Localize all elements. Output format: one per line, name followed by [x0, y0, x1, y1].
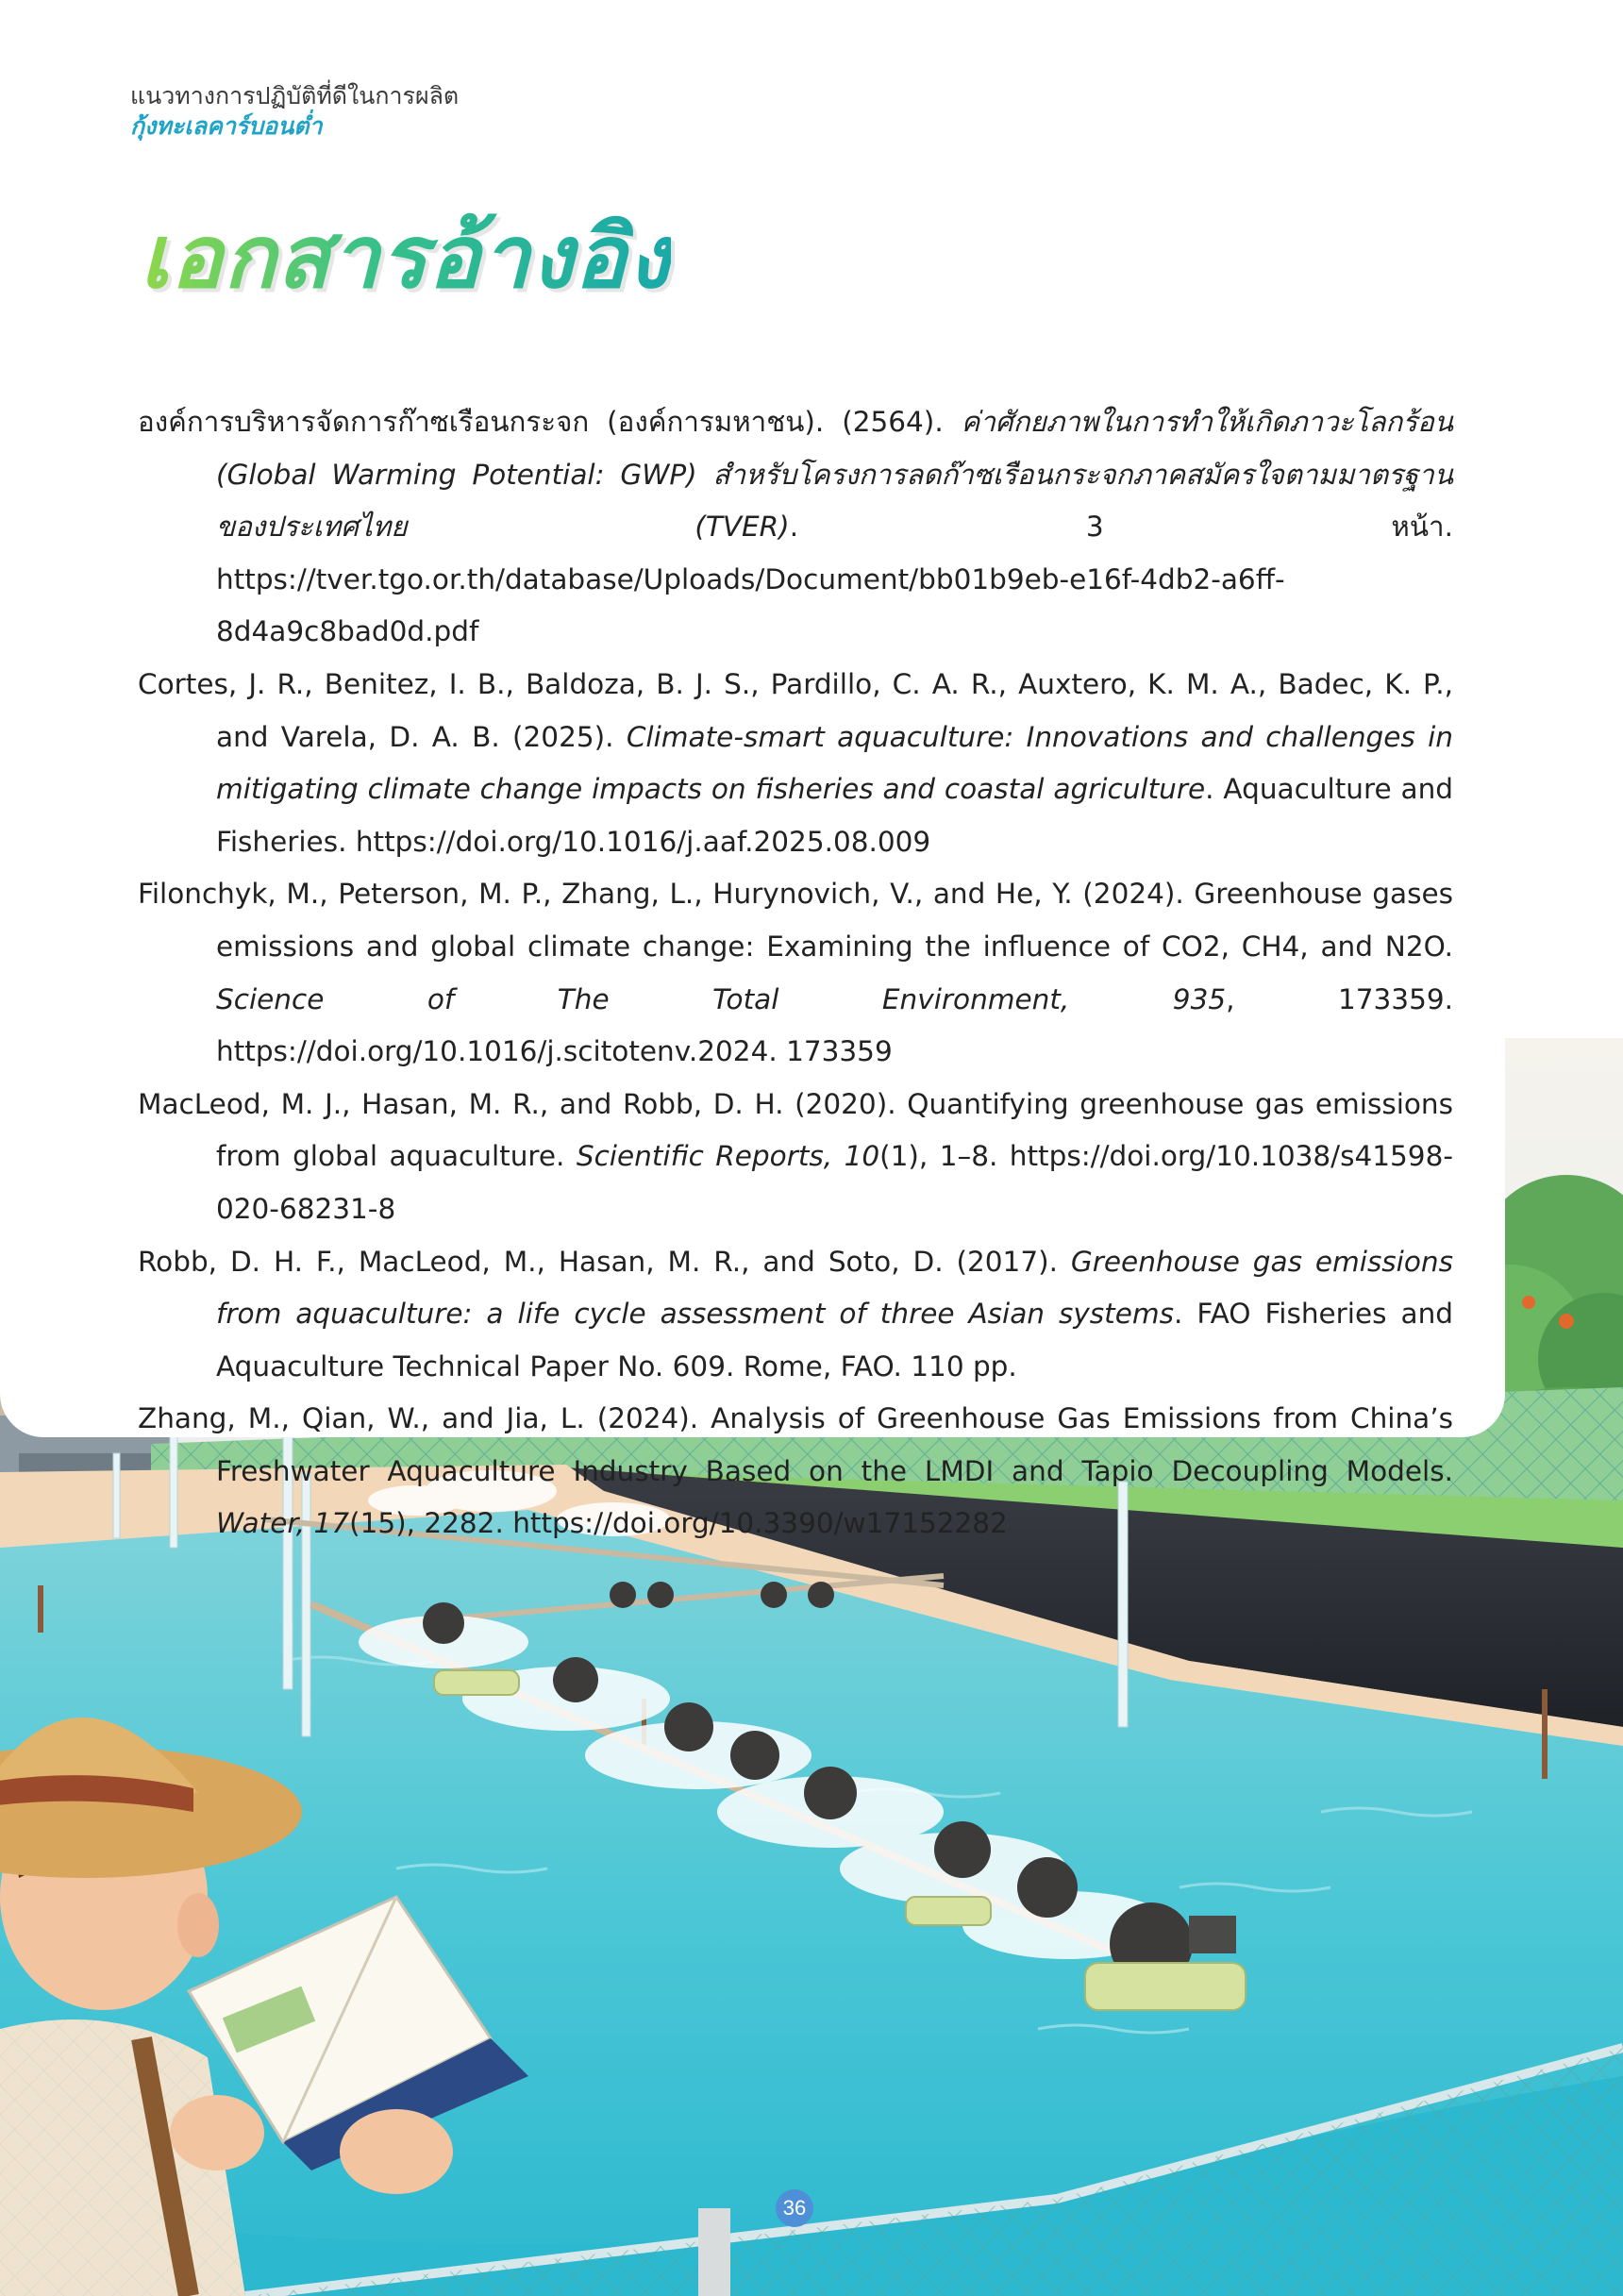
page-number-badge: 36 [776, 2189, 813, 2227]
running-header-subtitle: กุ้งทะเลคาร์บอนต่ำ [130, 112, 323, 140]
reference-text: (15), 2282. https://doi.org/10.3390/w17152282 [349, 1507, 1008, 1540]
reference-item [138, 868, 1453, 1078]
reference-item [138, 659, 1453, 868]
reference-item [138, 1079, 1453, 1236]
reference-title: Climate-smart aquaculture: Innovations and challenges in mitigating climate change impacts on fisheries and coastal agriculture [216, 720, 1453, 806]
reference-title: Greenhouse gas emissions from aquaculture: a life cycle assessment of three Asian systems [216, 1245, 1453, 1331]
reference-text: MacLeod, M. J., Hasan, M. R., and Robb, D. H. (2020). Quantifying greenhouse gas emissions from global aquaculture. [138, 1087, 1453, 1173]
reference-text: (1), 1–8. https://doi.org/10.1038/s41598-020-68231-8 [216, 1140, 1453, 1225]
reference-title: Water, 17 [216, 1507, 350, 1540]
reference-item [138, 1236, 1453, 1394]
reference-title: Science of The Total Environment, 935 [216, 982, 1227, 1015]
reference-list [138, 396, 1453, 1550]
reference-item [138, 396, 1453, 659]
reference-text: Robb, D. H. F., MacLeod, M., Hasan, M. R., and Soto, D. (2017). [138, 1245, 1071, 1278]
reference-text: . 3 หน้า. https://tver.tgo.or.th/database/Uploads/Document/bb01b9eb-e16f-4db2-a6ff-8d4a9c8bad0d.pdf [216, 511, 1453, 648]
reference-title: Scientific Reports, 10 [576, 1140, 880, 1173]
reference-text: Zhang, M., Qian, W., and Jia, L. (2024). Analysis of Greenhouse Gas Emissions from China’s Freshwater Aquaculture Industry Based on the LMDI and Tapio Decoupling Models. [138, 1402, 1453, 1487]
reference-item [138, 1393, 1453, 1550]
running-header-title: แนวทางการปฏิบัติที่ดีในการผลิต [130, 82, 460, 109]
page-title: เอกสารอ้างอิง [140, 206, 671, 310]
reference-text: . Aquaculture and Fisheries. https://doi.org/10.1016/j.aaf.2025.08.009 [216, 773, 1453, 858]
reference-title: ค่าศักยภาพในการทำให้เกิดภาวะโลกร้อน (Global Warming Potential: GWP) สำหรับโครงการลดก๊าซเรือนกระจกภาคสมัครใจตามมาตรฐานของประเทศไทย (TVER) [216, 406, 1453, 544]
reference-text: องค์การบริหารจัดการก๊าซเรือนกระจก (องค์การมหาชน). (2564). [138, 406, 962, 438]
reference-text: Cortes, J. R., Benitez, I. B., Baldoza, B. J. S., Pardillo, C. A. R., Auxtero, K. M. A., Badec, K. P., and Varela, D. A. B. (2025). [138, 667, 1453, 753]
reference-text: , 173359. https://doi.org/10.1016/j.scitotenv.2024. 173359 [216, 982, 1453, 1068]
reference-text: . FAO Fisheries and Aquaculture Technical Paper No. 609. Rome, FAO. 110 pp. [216, 1298, 1453, 1383]
reference-text: Filonchyk, M., Peterson, M. P., Zhang, L., Hurynovich, V., and He, Y. (2024). Greenhouse gases emissions and global climate change: Examining the influence of CO2, CH4, and N2O. [138, 878, 1453, 963]
